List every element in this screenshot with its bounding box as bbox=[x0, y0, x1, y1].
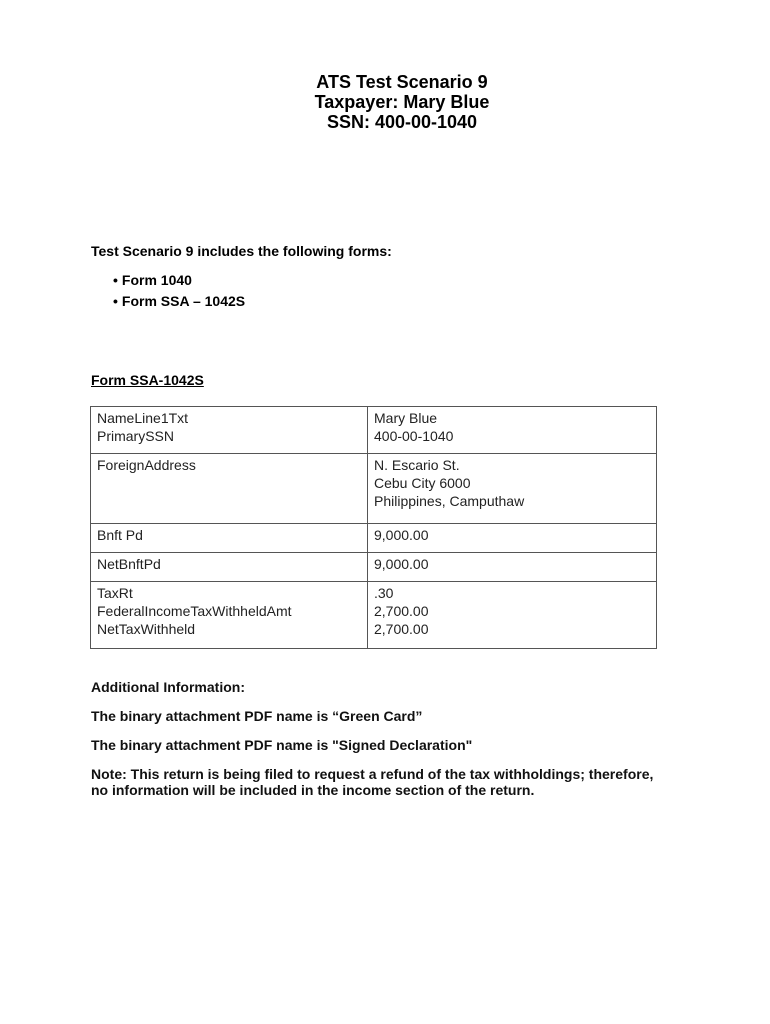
value-cell bbox=[368, 407, 657, 454]
taxpayer-ssn: SSN: 400-00-1040 bbox=[326, 112, 478, 132]
section-heading: Form SSA-1042S bbox=[91, 372, 204, 388]
table-row bbox=[91, 524, 657, 553]
label-cell bbox=[91, 454, 368, 524]
table-row bbox=[91, 553, 657, 582]
intro-text: Test Scenario 9 includes the following forms: bbox=[91, 243, 392, 259]
value-cell bbox=[368, 524, 657, 553]
value-cell bbox=[368, 553, 657, 582]
value-cell bbox=[368, 582, 657, 649]
field-value: N. Escario St. bbox=[374, 457, 460, 473]
field-label: ForeignAddress bbox=[97, 457, 196, 473]
field-label: PrimarySSN bbox=[97, 428, 175, 444]
note-text: Note: This return is being filed to request a refund of the tax withholdings; therefore, no information will be included in the income section of the return. bbox=[91, 766, 654, 798]
table-row bbox=[91, 407, 657, 454]
field-label: Bnft Pd bbox=[97, 527, 143, 543]
field-value: 2,700.00 bbox=[374, 621, 429, 637]
label-cell bbox=[91, 553, 368, 582]
field-label: NameLine1Txt bbox=[97, 410, 189, 426]
label-cell bbox=[91, 407, 368, 454]
value-cell bbox=[368, 454, 657, 524]
field-value: Mary Blue bbox=[374, 410, 438, 426]
label-cell bbox=[91, 582, 368, 649]
field-label: NetBnftPd bbox=[97, 556, 161, 572]
attachment-line-green-card: The binary attachment PDF name is “Green Card” bbox=[91, 708, 423, 724]
field-label: FederalIncomeTaxWithheldAmt bbox=[97, 603, 292, 619]
field-value: 9,000.00 bbox=[374, 527, 429, 543]
field-value: .30 bbox=[374, 585, 394, 601]
field-label: NetTaxWithheld bbox=[97, 621, 196, 637]
additional-information bbox=[91, 679, 671, 810]
field-value: 400-00-1040 bbox=[374, 428, 454, 444]
document-title bbox=[0, 72, 770, 132]
field-value: Philippines, Camputhaw bbox=[374, 493, 525, 509]
scenario-title: ATS Test Scenario 9 bbox=[316, 72, 488, 92]
additional-heading: Additional Information: bbox=[91, 679, 245, 695]
attachment-line-signed-declaration: The binary attachment PDF name is "Signed Declaration" bbox=[91, 737, 473, 753]
form-data-table bbox=[90, 406, 657, 649]
form-list-item: • Form SSA – 1042S bbox=[113, 293, 245, 314]
taxpayer-name: Taxpayer: Mary Blue bbox=[314, 92, 490, 112]
forms-list bbox=[113, 272, 245, 314]
field-value: Cebu City 6000 bbox=[374, 475, 471, 491]
table-row bbox=[91, 454, 657, 524]
field-value: 2,700.00 bbox=[374, 603, 429, 619]
form-list-item: • Form 1040 bbox=[113, 272, 245, 293]
field-value: 9,000.00 bbox=[374, 556, 429, 572]
field-label: TaxRt bbox=[97, 585, 133, 601]
label-cell bbox=[91, 524, 368, 553]
table-row bbox=[91, 582, 657, 649]
